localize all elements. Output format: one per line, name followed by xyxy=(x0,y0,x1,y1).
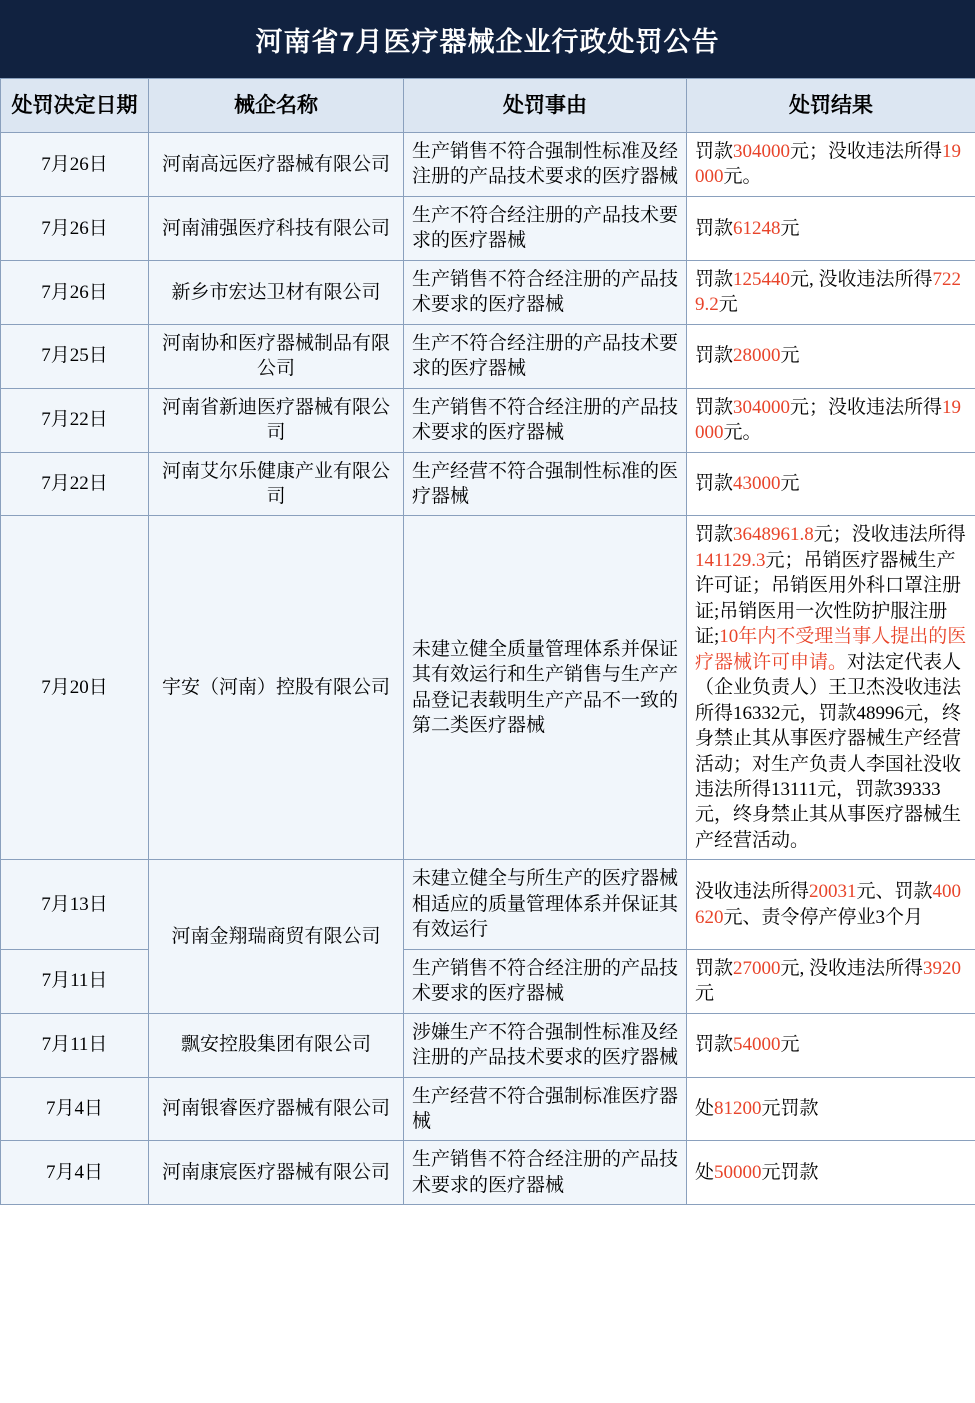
table-row xyxy=(1,452,975,516)
cell-company: 新乡市宏达卫材有限公司 xyxy=(149,260,404,324)
result-highlight: 304000 xyxy=(733,396,791,418)
result-text: 罚款 xyxy=(695,524,734,546)
result-text: 对法定代表人（企业负责人）王卫杰没收违法所得16332元，罚款48996元，终身禁止其从事医疗器械生产经营活动；对生产负责人李国社没收违法所得13111元，罚款39333元，终身禁止其从事医疗器械生产经营活动。 xyxy=(695,651,962,851)
cell-company: 河南协和医疗器械制品有限公司 xyxy=(149,324,404,388)
result-text: 元 xyxy=(695,983,715,1005)
result-highlight: 27000 xyxy=(733,957,781,979)
cell-date: 7月4日 xyxy=(1,1077,149,1141)
result-text: 罚款 xyxy=(695,1034,734,1056)
page-title-text: 河南省7月医疗器械企业行政处罚公告 xyxy=(255,26,720,57)
cell-company: 河南省新迪医疗器械有限公司 xyxy=(149,388,404,452)
result-highlight: 3648961.8 xyxy=(733,524,814,546)
cell-reason: 生产不符合经注册的产品技术要求的医疗器械 xyxy=(404,196,687,260)
result-text: 元, 没收违法所得 xyxy=(780,957,924,979)
result-text: 元罚款 xyxy=(761,1098,819,1120)
result-text: 罚款 xyxy=(695,345,734,367)
result-highlight: 3920 xyxy=(923,957,962,979)
cell-reason: 生产销售不符合强制性标准及经注册的产品技术要求的医疗器械 xyxy=(404,133,687,197)
result-text: 罚款 xyxy=(695,268,734,290)
result-highlight: 54000 xyxy=(733,1034,781,1056)
cell-reason: 生产销售不符合经注册的产品技术要求的医疗器械 xyxy=(404,1141,687,1205)
penalty-table xyxy=(0,78,975,1205)
cell-result xyxy=(687,1013,975,1077)
result-text: 元 xyxy=(780,473,800,495)
cell-reason: 未建立健全与所生产的医疗器械相适应的质量管理体系并保证其有效运行 xyxy=(404,860,687,949)
result-text: 罚款 xyxy=(695,396,734,418)
cell-company: 河南艾尔乐健康产业有限公司 xyxy=(149,452,404,516)
cell-reason: 未建立健全质量管理体系并保证其有效运行和生产销售与生产产品登记表载明生产产品不一致的第二类医疗器械 xyxy=(404,516,687,860)
table-header-row xyxy=(1,79,975,133)
cell-reason: 生产销售不符合经注册的产品技术要求的医疗器械 xyxy=(404,949,687,1013)
result-highlight: 19000 xyxy=(695,396,962,444)
column-header-date: 处罚决定日期 xyxy=(1,79,149,133)
result-text: 处 xyxy=(695,1162,715,1184)
cell-date: 7月22日 xyxy=(1,452,149,516)
result-highlight: 125440 xyxy=(733,268,791,290)
cell-company: 河南金翔瑞商贸有限公司 xyxy=(149,860,404,1013)
cell-company: 河南银睿医疗器械有限公司 xyxy=(149,1077,404,1141)
result-highlight: 81200 xyxy=(714,1098,762,1120)
table-row xyxy=(1,388,975,452)
result-text: 元；吊销医疗器械生产许可证；吊销医用外科口罩注册证;吊销医用一次性防护服注册证; xyxy=(695,549,962,648)
table-row xyxy=(1,1141,975,1205)
cell-result xyxy=(687,516,975,860)
result-text: 元、罚款 xyxy=(856,881,933,903)
cell-company: 飘安控股集团有限公司 xyxy=(149,1013,404,1077)
result-text: 元 xyxy=(780,217,800,239)
result-highlight: 50000 xyxy=(714,1162,762,1184)
table-row xyxy=(1,860,975,949)
result-highlight: 20031 xyxy=(809,881,857,903)
cell-date: 7月11日 xyxy=(1,949,149,1013)
result-text: 罚款 xyxy=(695,473,734,495)
cell-reason: 生产销售不符合经注册的产品技术要求的医疗器械 xyxy=(404,260,687,324)
table-row xyxy=(1,949,975,1013)
cell-result xyxy=(687,860,975,949)
result-highlight: 400620 xyxy=(695,881,962,928)
result-text: 元 xyxy=(780,1034,800,1056)
table-row xyxy=(1,324,975,388)
result-highlight: 43000 xyxy=(733,473,781,495)
cell-date: 7月25日 xyxy=(1,324,149,388)
result-text: 元 xyxy=(718,294,738,316)
result-text: 元；没收违法所得 xyxy=(790,141,943,162)
column-header-reason: 处罚事由 xyxy=(404,79,687,133)
table-header xyxy=(1,79,975,133)
result-highlight: 61248 xyxy=(733,217,781,239)
table-row xyxy=(1,260,975,324)
cell-reason: 涉嫌生产不符合强制性标准及经注册的产品技术要求的医疗器械 xyxy=(404,1013,687,1077)
result-highlight: 304000 xyxy=(733,141,791,162)
cell-result xyxy=(687,452,975,516)
cell-result xyxy=(687,324,975,388)
cell-company: 宇安（河南）控股有限公司 xyxy=(149,516,404,860)
result-highlight: 7229.2 xyxy=(695,268,962,316)
result-highlight: 28000 xyxy=(733,345,781,367)
result-text: 罚款 xyxy=(695,217,734,239)
result-text: 罚款 xyxy=(695,957,734,979)
result-text: 元、责令停产停业3个月 xyxy=(723,906,924,928)
table-row xyxy=(1,1077,975,1141)
cell-date: 7月4日 xyxy=(1,1141,149,1205)
result-text: 元 xyxy=(780,345,800,367)
cell-result xyxy=(687,133,975,197)
cell-result xyxy=(687,196,975,260)
result-highlight: 19000 xyxy=(695,141,962,188)
cell-date: 7月11日 xyxy=(1,1013,149,1077)
cell-company: 河南高远医疗器械有限公司 xyxy=(149,133,404,197)
column-header-company: 械企名称 xyxy=(149,79,404,133)
table-body xyxy=(1,133,975,1205)
result-highlight: 141129.3 xyxy=(695,549,766,571)
cell-result xyxy=(687,388,975,452)
result-text: 元罚款 xyxy=(761,1162,819,1184)
table-row xyxy=(1,516,975,860)
table-row xyxy=(1,196,975,260)
cell-result xyxy=(687,1141,975,1205)
cell-date: 7月22日 xyxy=(1,388,149,452)
column-header-result: 处罚结果 xyxy=(687,79,975,133)
cell-reason: 生产不符合经注册的产品技术要求的医疗器械 xyxy=(404,324,687,388)
cell-reason: 生产经营不符合强制标准医疗器械 xyxy=(404,1077,687,1141)
result-text: 元。 xyxy=(723,166,762,188)
result-text: 处 xyxy=(695,1098,715,1120)
result-text: 罚款 xyxy=(695,141,734,162)
cell-date: 7月26日 xyxy=(1,196,149,260)
result-text: 没收违法所得 xyxy=(695,881,810,903)
result-text: 元；没收违法所得 xyxy=(790,396,943,418)
cell-result xyxy=(687,260,975,324)
cell-date: 7月26日 xyxy=(1,133,149,197)
cell-result xyxy=(687,949,975,1013)
cell-date: 7月26日 xyxy=(1,260,149,324)
cell-reason: 生产销售不符合经注册的产品技术要求的医疗器械 xyxy=(404,388,687,452)
cell-date: 7月13日 xyxy=(1,860,149,949)
result-text: 元。 xyxy=(723,422,762,444)
result-text: 元, 没收违法所得 xyxy=(790,268,933,290)
cell-result xyxy=(687,1077,975,1141)
result-text: 元；没收违法所得 xyxy=(813,524,966,546)
result-highlight: 10年内不受理当事人提出的医疗器械许可申请。 xyxy=(695,626,967,673)
cell-company: 河南康宸医疗器械有限公司 xyxy=(149,1141,404,1205)
cell-date: 7月20日 xyxy=(1,516,149,860)
table-row xyxy=(1,1013,975,1077)
cell-company: 河南浦强医疗科技有限公司 xyxy=(149,196,404,260)
page-title xyxy=(0,0,975,78)
table-row xyxy=(1,133,975,197)
cell-reason: 生产经营不符合强制性标准的医疗器械 xyxy=(404,452,687,516)
